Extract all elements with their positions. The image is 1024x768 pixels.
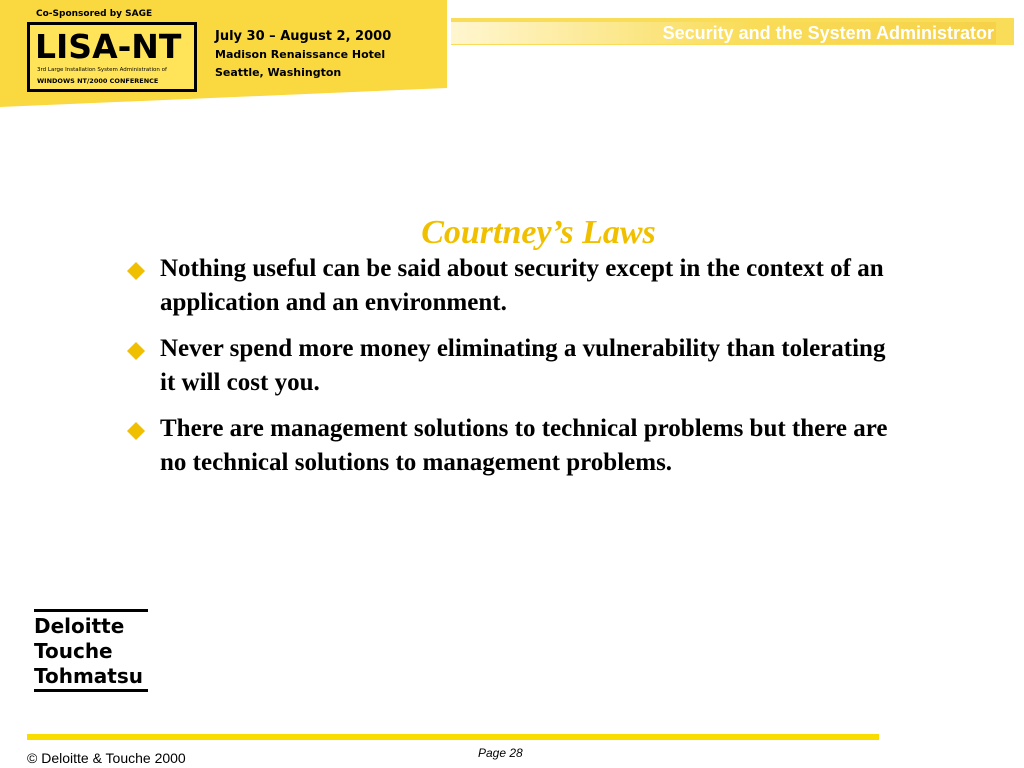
page-number: Page 28 bbox=[478, 746, 523, 760]
diamond-bullet-icon bbox=[126, 341, 146, 361]
bullet-item bbox=[124, 412, 894, 480]
bullet-text: Never spend more money eliminating a vulnerability than tolerating it will cost you. bbox=[160, 335, 886, 396]
event-info bbox=[215, 28, 391, 82]
cosponsor-label: Co-Sponsored by SAGE bbox=[36, 9, 153, 19]
conference-banner bbox=[0, 0, 447, 107]
logo-subtitle: 3rd Large Installation System Administration of bbox=[37, 67, 167, 73]
copyright-notice: © Deloitte & Touche 2000 bbox=[27, 750, 186, 766]
bullet-text: Nothing useful can be said about security except in the context of an application and an environment. bbox=[160, 255, 884, 316]
firm-name-line3: Tohmatsu bbox=[34, 664, 144, 688]
footer-rule bbox=[27, 734, 879, 740]
bullet-item bbox=[124, 252, 894, 320]
event-venue: Madison Renaissance Hotel bbox=[215, 48, 386, 61]
diamond-bullet-icon bbox=[126, 261, 146, 281]
lisa-nt-logo bbox=[27, 22, 197, 92]
firm-name bbox=[34, 614, 143, 689]
event-location: Seattle, Washington bbox=[215, 66, 342, 79]
bullet-item bbox=[124, 332, 894, 400]
presentation-title: Security and the System Administrator bbox=[662, 23, 994, 43]
logo-main-text: LISA-NT bbox=[35, 27, 182, 66]
firm-name-line1: Deloitte bbox=[34, 614, 125, 638]
bullet-text: There are management solutions to technical problems but there are no technical solutions to management problems. bbox=[160, 415, 888, 476]
logo-conference: WINDOWS NT/2000 CONFERENCE bbox=[37, 77, 159, 85]
logo-rule-bottom bbox=[34, 689, 148, 692]
bullet-list bbox=[124, 252, 894, 492]
slide-title: Courtney’s Laws bbox=[421, 214, 656, 251]
firm-name-line2: Touche bbox=[34, 639, 113, 663]
deloitte-logo bbox=[34, 606, 152, 696]
diamond-bullet-icon bbox=[126, 421, 146, 441]
logo-rule-top bbox=[34, 609, 148, 612]
event-dates: July 30 – August 2, 2000 bbox=[215, 29, 392, 44]
